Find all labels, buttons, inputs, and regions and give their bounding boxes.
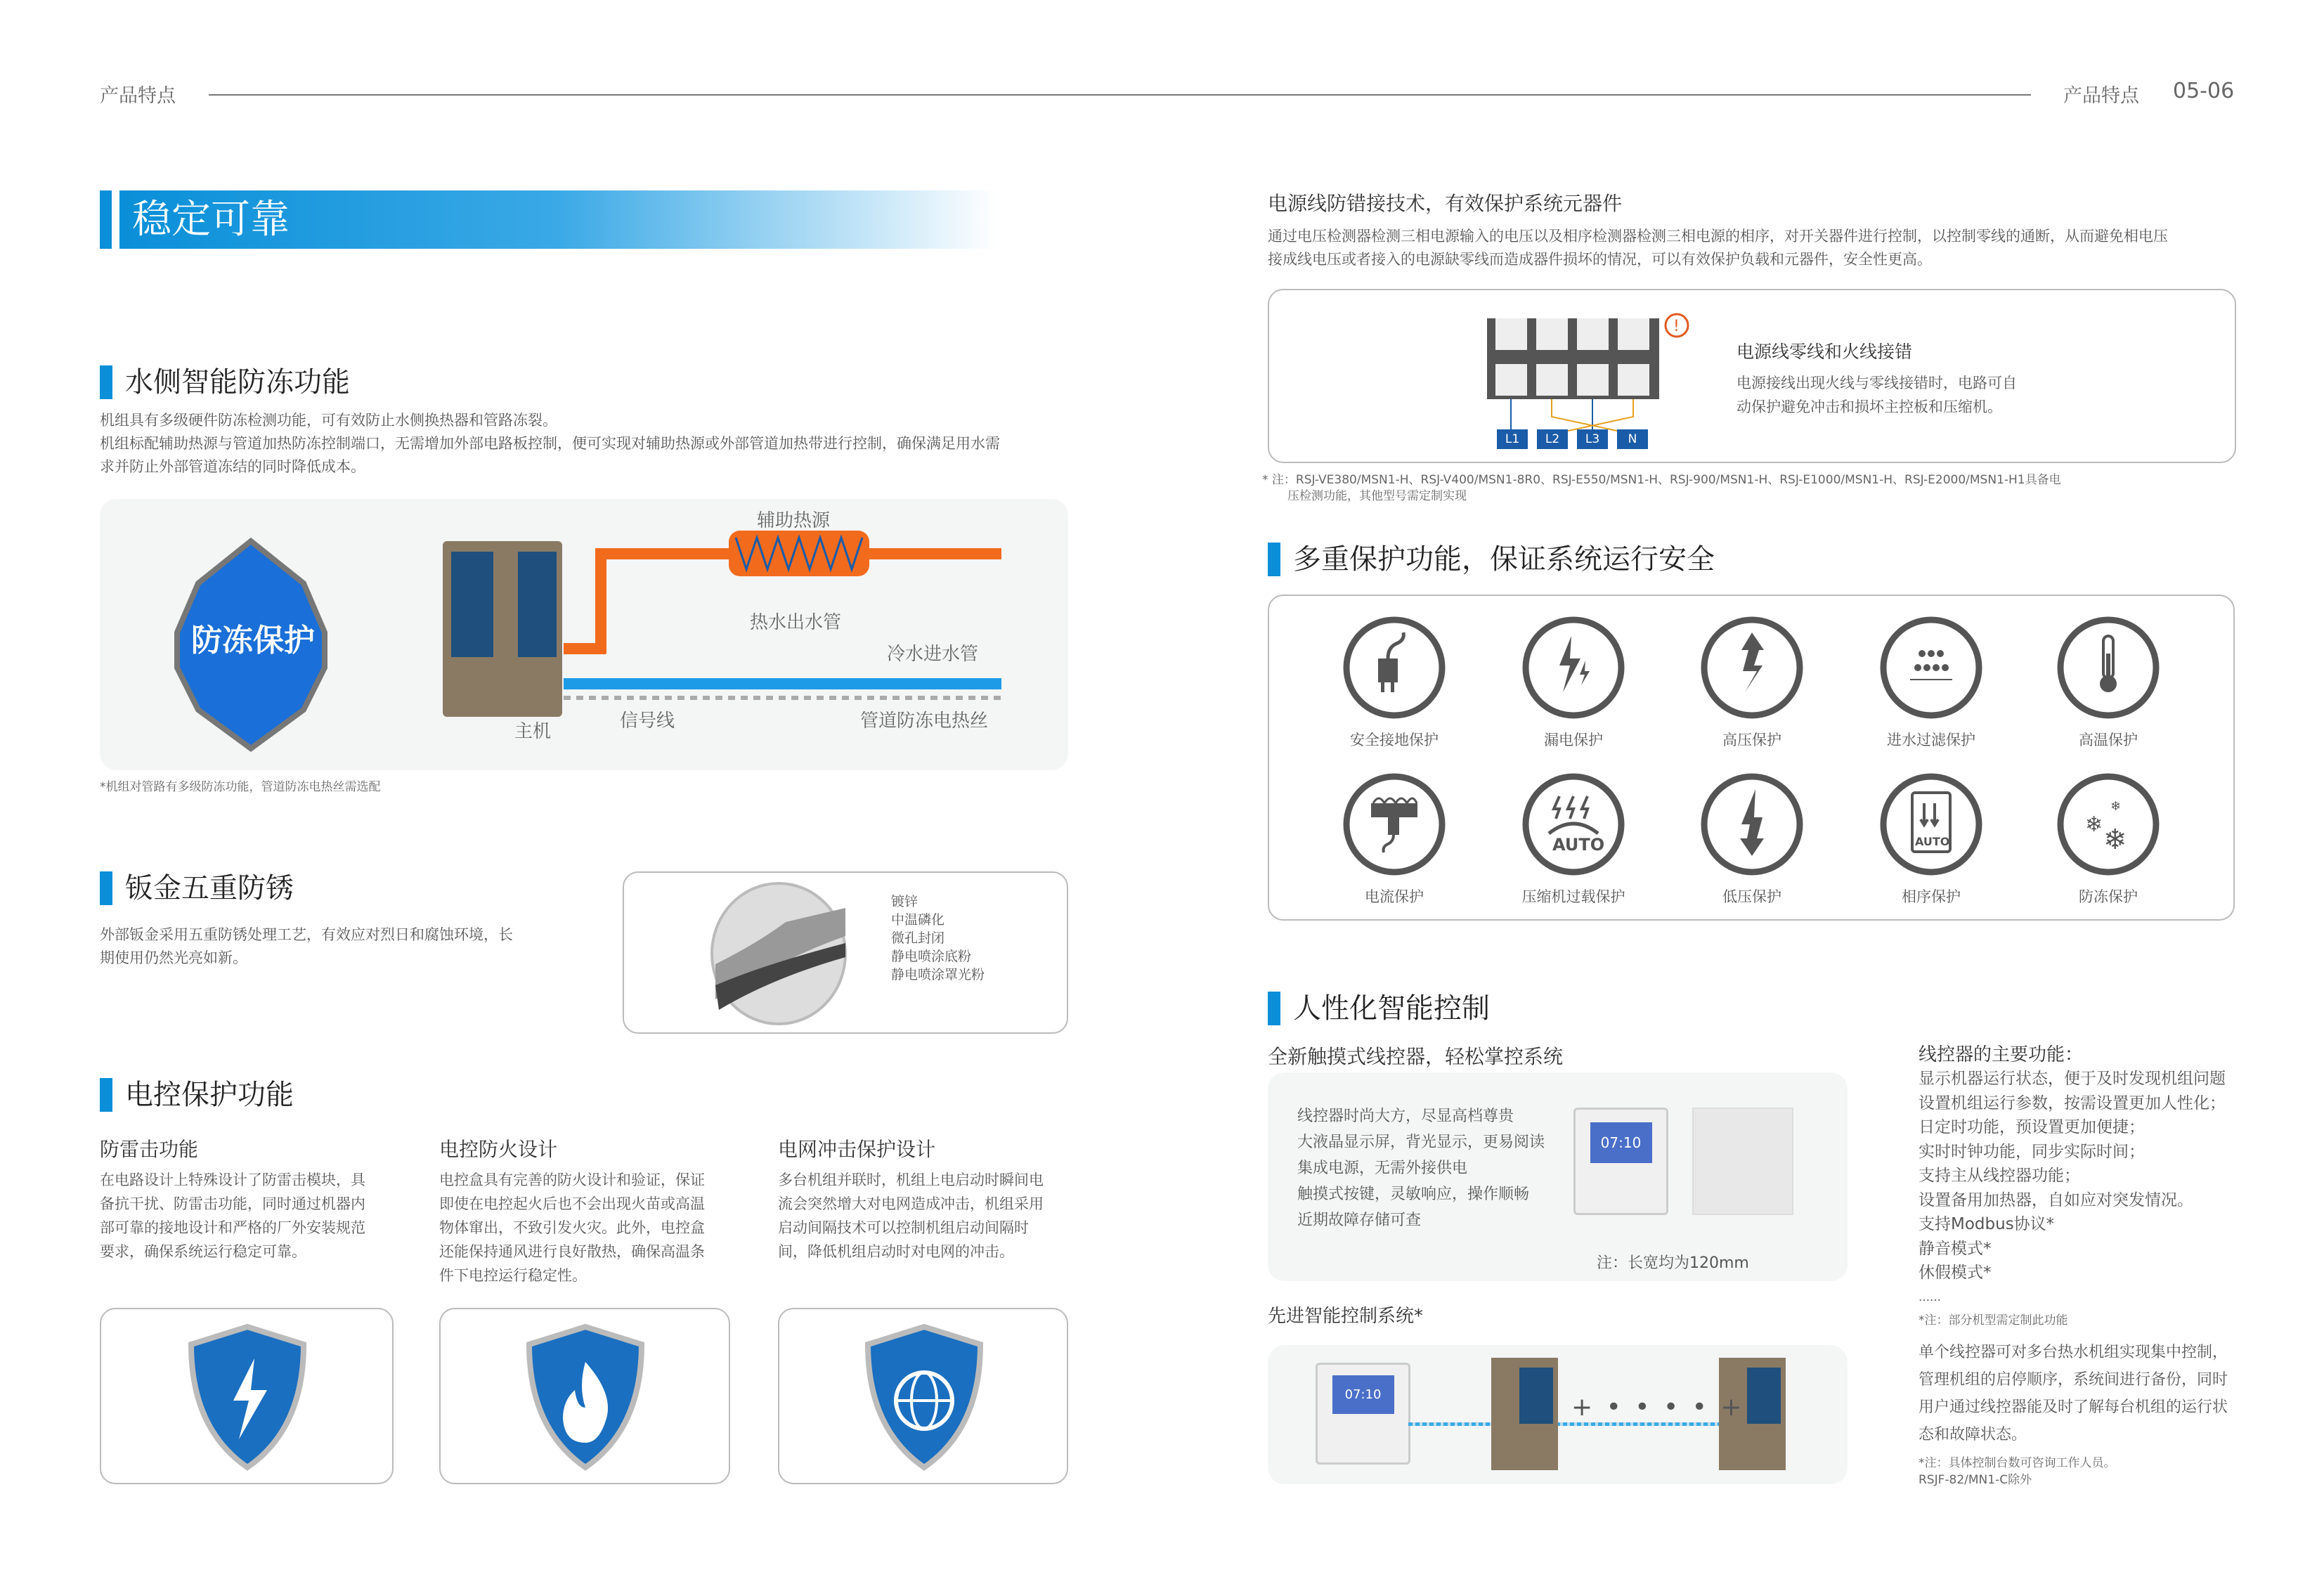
antifreeze-diagram — [100, 499, 1068, 770]
leakage-lightning-icon — [1521, 615, 1626, 720]
central-control-text — [1919, 1339, 2228, 1448]
text-line: 单个线控器可对多台热水机组实现集中控制， — [1919, 1344, 2228, 1361]
protect-label: 电流保护 — [1365, 888, 1424, 905]
fire-shield-icon — [439, 1308, 730, 1484]
lcd-display: 07:10 — [1590, 1122, 1652, 1163]
text-line: 启动间隔技术可以控制机组启动间隔时 — [778, 1219, 1029, 1236]
text-line: 管理机组的启停顺序，系统间进行备份，同时 — [1919, 1371, 2228, 1389]
text-line: 物体窜出，不致引发火灾。此外，电控盒 — [439, 1219, 705, 1236]
col-title: 防雷击功能 — [100, 1138, 199, 1161]
text-line: *注：具体控制台数可咨询工作人员。 — [1919, 1456, 2116, 1470]
antifreeze-badge: 防冻保护 — [191, 623, 315, 658]
header-divider — [209, 94, 2031, 96]
protect-item — [1521, 772, 1626, 907]
protect-item — [2056, 772, 2161, 907]
wiring-note — [1262, 472, 2061, 505]
advanced-subtitle: 先进智能控制系统* — [1268, 1306, 1424, 1327]
heat-pump-unit — [1491, 1358, 1558, 1470]
text-line: 件下电控运行稳定性。 — [439, 1267, 587, 1284]
text-line: 通过电压检测器检测三相电源输入的电压以及相序检测器检测三相电源的相序，对开关器件进行控制，以控制零线的通断，从而避免相电压 — [1268, 228, 2168, 245]
protect-title: 多重保护功能，保证系统运行安全 — [1268, 543, 1715, 576]
text-line: 电源接线出现火线与零线接错时，电路可自 — [1736, 375, 2017, 391]
text-line: 多台机组并联时，机组上电启动时瞬间电 — [778, 1172, 1044, 1188]
terminal-l1: L1 — [1497, 429, 1528, 449]
label-signal: 信号线 — [620, 710, 675, 732]
protect-label: 压缩机过载保护 — [1521, 888, 1625, 905]
main-functions-list — [1919, 1067, 2226, 1309]
protect-label: 高压保护 — [1722, 732, 1781, 748]
water-filter-icon — [1878, 615, 1984, 720]
banner-accent — [100, 190, 112, 249]
text-line: 机组具有多级硬件防冻检测功能，可有效防止水侧换热器和管路冻裂。 — [100, 412, 557, 429]
protect-item — [1342, 772, 1447, 907]
low-pressure-icon — [1699, 772, 1805, 877]
plug-icon — [1342, 615, 1447, 720]
svg-text:❄: ❄ — [2085, 812, 2103, 837]
terminal-l2: L2 — [1537, 429, 1568, 449]
function-item: 休假模式* — [1919, 1264, 1992, 1282]
protect-item — [1878, 772, 1984, 907]
protect-label: 低压保护 — [1722, 888, 1781, 905]
col-title: 电控防火设计 — [439, 1138, 558, 1161]
text-line: 求并防止外部管道冻结的同时降低成本。 — [100, 458, 365, 475]
lcd-display: 07:10 — [1332, 1375, 1394, 1414]
electric-title: 电控保护功能 — [100, 1078, 294, 1112]
text-line: 用户通过线控器能及时了解每台机组的运行状 — [1919, 1398, 2228, 1416]
col-title: 电网冲击保护设计 — [778, 1138, 936, 1161]
layer-label: 微孔封闭 — [891, 930, 945, 946]
control-title: 人性化智能控制 — [1268, 992, 1490, 1025]
protect-label: 进水过滤保护 — [1887, 732, 1975, 748]
section-label: 产品特点 — [100, 85, 176, 107]
feature-item: 触摸式按键，灵敏响应，操作顺畅 — [1297, 1186, 1530, 1203]
text-line: 要求，确保系统运行稳定可靠。 — [100, 1243, 306, 1260]
grid-shield-icon — [778, 1308, 1068, 1484]
phase-auto-icon — [1878, 772, 1984, 877]
protect-item — [1699, 615, 1805, 750]
current-icon — [1342, 772, 1447, 877]
electric-col-fire — [439, 1134, 734, 1287]
protect-label: 漏电保护 — [1544, 732, 1603, 748]
controller-features — [1297, 1103, 1545, 1233]
layer-label: 静电喷涂底粉 — [891, 949, 972, 964]
text-line: 动保护避免冲击和损坏主控板和压缩机。 — [1736, 398, 2002, 415]
text-line: 机组标配辅助热源与管道加热防冻控制端口，无需增加外部电路板控制，便可实现对辅助热源或外部管道加热带进行控制，确保满足用水需 — [100, 435, 1000, 452]
white-controller-image — [1692, 1108, 1793, 1215]
coating-layers-image — [701, 880, 856, 1027]
main-functions-title: 线控器的主要功能： — [1919, 1044, 2084, 1065]
text-line: 电控盒具有完善的防火设计和验证，保证 — [439, 1172, 705, 1188]
multi-unit-box — [1268, 1345, 1848, 1484]
svg-text:❄: ❄ — [2103, 824, 2127, 856]
text-line: 间，降低机组启动时对电网的冲击。 — [778, 1243, 1014, 1260]
protect-item — [1342, 615, 1447, 750]
svg-text:AUTO: AUTO — [1915, 835, 1950, 848]
function-item: 静音模式* — [1919, 1239, 1992, 1258]
text-line: 压检测功能，其他型号需定制实现 — [1287, 489, 1467, 503]
wiring-text — [1268, 225, 2168, 271]
controller-image — [1316, 1363, 1410, 1465]
electric-col-lightning — [100, 1134, 395, 1264]
protect-item — [1878, 615, 1984, 750]
feature-item: 近期故障存储可查 — [1297, 1212, 1422, 1229]
wiring-box-title: 电源线零线和火线接错 — [1736, 342, 1913, 362]
layer-label: 镀锌 — [891, 894, 918, 909]
function-item: 支持Modbus协议* — [1919, 1215, 2055, 1233]
terminal-n: N — [1617, 429, 1648, 449]
cold-pipe — [564, 678, 1001, 689]
label-heater-wire: 管道防冻电热丝 — [860, 710, 989, 732]
svg-text:❄: ❄ — [2110, 799, 2122, 814]
function-item: …… — [1919, 1290, 1941, 1304]
text-line: 部可靠的接地设计和严格的厂外安装规范 — [100, 1219, 365, 1236]
antifreeze-footnote: *机组对管路有多级防冻功能，管道防冻电热丝需选配 — [100, 780, 381, 794]
text-line: 接成线电压或者接入的电源缺零线而造成器件损坏的情况，可以有效保护负载和元器件，安全性更高。 — [1268, 251, 1932, 268]
text-line: 外部钣金采用五重防锈处理工艺，有效应对烈日和腐蚀环境，长 — [100, 926, 513, 943]
text-line: 态和故障状态。 — [1919, 1426, 2027, 1443]
protect-item — [1521, 615, 1626, 750]
function-item: 设置备用加热器，自如应对突发情况。 — [1919, 1190, 2193, 1209]
thermometer-icon — [2056, 615, 2161, 720]
banner — [119, 190, 998, 249]
feature-item: 大液晶显示屏，背光显示，更易阅读 — [1297, 1134, 1545, 1151]
compressor-auto-icon — [1521, 772, 1626, 877]
protect-item — [2056, 615, 2161, 750]
text-line: 流会突然增大对电网造成冲击，机组采用 — [778, 1195, 1044, 1212]
function-item: 显示机器运行状态，便于及时发现机组问题 — [1919, 1070, 2226, 1088]
central-note — [1919, 1455, 2116, 1488]
antifreeze-title: 水侧智能防冻功能 — [100, 365, 350, 399]
wiring-box-text — [1736, 371, 2017, 419]
layer-label: 静电喷涂罩光粉 — [891, 967, 985, 982]
label-cold-pipe: 冷水进水管 — [887, 644, 979, 665]
function-item: 日定时功能，预设置更加便捷； — [1919, 1118, 2145, 1136]
high-pressure-icon — [1699, 615, 1805, 720]
text-line: 还能保持通风进行良好散热，确保高温条 — [439, 1243, 705, 1260]
feature-item: 集成电源，无需外接供电 — [1297, 1160, 1468, 1177]
rust-title: 钣金五重防锈 — [100, 871, 294, 905]
label-aux-heat: 辅助热源 — [757, 510, 831, 531]
text-line: 在电路设计上特殊设计了防雷击模块，具 — [100, 1172, 365, 1188]
chain-symbol: + • • • • + — [1571, 1393, 1745, 1422]
text-line: 即使在电控起火后也不会出现火苗或高温 — [439, 1195, 705, 1212]
protect-label: 高温保护 — [2079, 732, 2138, 748]
function-item: 支持主从线控器功能； — [1919, 1167, 2080, 1185]
text-line: 期使用仍然光亮如新。 — [100, 949, 247, 966]
electric-col-grid — [778, 1134, 1073, 1264]
touch-controller-image — [1573, 1108, 1668, 1215]
protect-label: 相序保护 — [1902, 888, 1961, 905]
svg-text:!: ! — [1673, 318, 1680, 335]
controller-subtitle: 全新触摸式线控器，轻松掌控系统 — [1268, 1045, 1564, 1068]
function-item: 设置机组运行参数，按需设置更加人性化； — [1919, 1093, 2226, 1112]
protect-label: 防冻保护 — [2079, 888, 2138, 905]
rust-layers-diagram — [623, 871, 1068, 1034]
svg-text:AUTO: AUTO — [1552, 835, 1605, 855]
text-line: 备抗干扰、防雷击功能，同时通过机器内 — [100, 1195, 365, 1212]
terminal-l3: L3 — [1577, 429, 1608, 449]
terminal-labels — [1497, 429, 1657, 449]
function-item: 实时时钟功能，同步实际时间； — [1919, 1142, 2145, 1161]
page-number: 05-06 — [2173, 79, 2235, 103]
banner-title: 稳定可靠 — [132, 197, 290, 242]
label-main-unit: 主机 — [514, 721, 552, 742]
wiring-box — [1268, 289, 2236, 463]
antifreeze-text — [100, 409, 1000, 479]
feature-item: 线控器时尚大方，尽显高档尊贵 — [1297, 1108, 1514, 1125]
snowflake-icon — [2056, 772, 2161, 877]
rust-text — [100, 923, 513, 970]
wiring-title: 电源线防错接技术，有效保护系统元器件 — [1268, 192, 1623, 215]
text-line: RSJF-82/MN1-C除外 — [1919, 1473, 2032, 1487]
size-note: 注：长宽均为120mm — [1597, 1254, 1749, 1272]
layer-labels — [891, 893, 985, 984]
protect-item — [1699, 772, 1805, 907]
lightning-shield-icon — [100, 1308, 394, 1484]
controller-box — [1268, 1072, 1848, 1281]
protect-label: 安全接地保护 — [1350, 732, 1439, 748]
main-functions-note: *注：部分机型需定制此功能 — [1919, 1313, 2068, 1328]
label-hot-pipe: 热水出水管 — [750, 612, 842, 633]
layer-label: 中温磷化 — [891, 912, 945, 928]
text-line: * 注：RSJ-VE380/MSN1-H、RSJ-V400/MSN1-8R0、RSJ-E550/MSN1-H、RSJ-900/MSN1-H、RSJ-E1000/MSN1-H、RSJ-E2000/MSN1-H1具备电 — [1262, 473, 2061, 487]
section-label-right: 产品特点 — [2063, 85, 2139, 107]
